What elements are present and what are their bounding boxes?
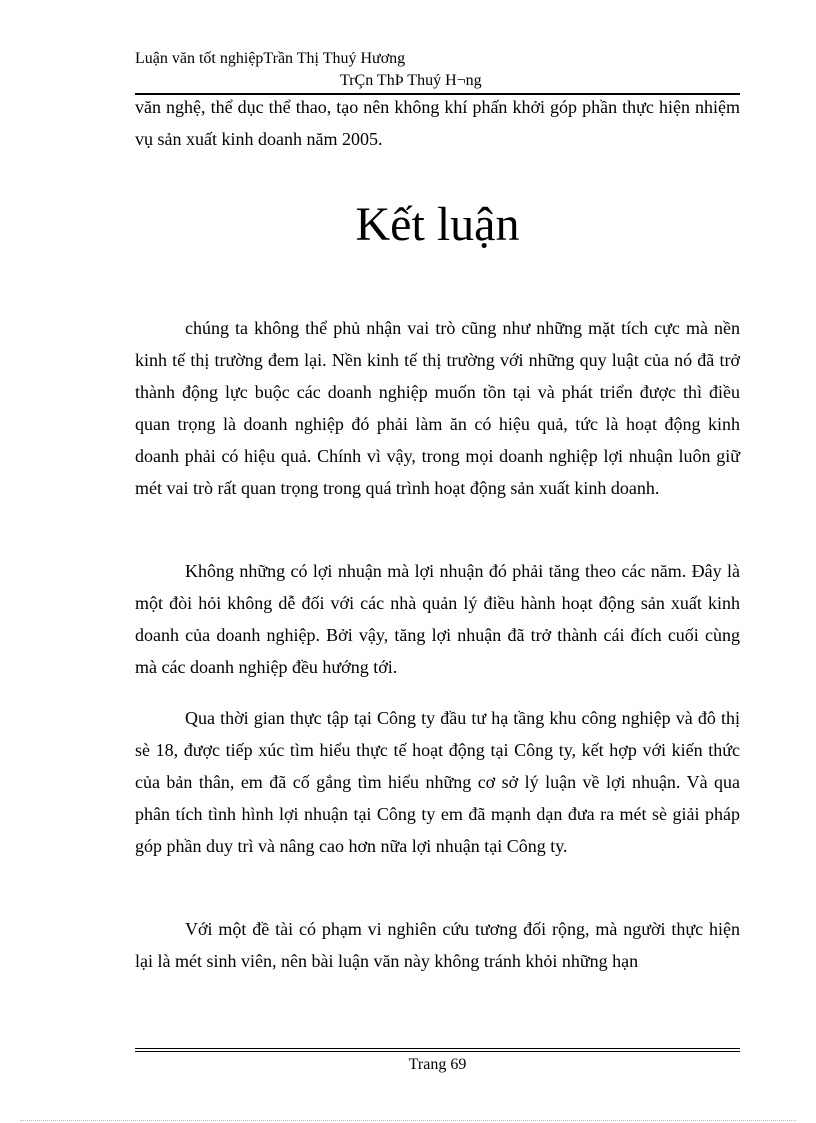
intro-paragraph: văn nghệ, thể dục thể thao, tạo nên không khí phấn khởi góp phần thực hiện nhiệm vụ sản xuất kinh doanh năm 2005.: [135, 97, 740, 149]
footer-divider-bottom: [135, 1051, 740, 1052]
header-line-2: TrÇn ThÞ Thuý H¬ng: [340, 72, 482, 89]
paragraph-1: chúng ta không thể phủ nhận vai trò cũng như những mặt tích cực mà nền kinh tế thị trường đem lại. Nền kinh tế thị trường với những quy luật của nó đã trở thành động lực buộc các doanh nghiệp muốn tồn tại và phát triển được thì điều quan trọng là doanh nghiệp đó phải làm ăn có hiệu quả, tức là hoạt động kinh doanh phải có hiệu quả. Chính vì vậy, trong mọi doanh nghiệp lợi nhuận luôn giữ mét vai trò rất quan trọng trong quá trình hoạt động sản xuất kinh doanh.: [135, 318, 740, 498]
page-number: Trang 69: [408, 1056, 467, 1073]
paragraph-4: Với một đề tài có phạm vi nghiên cứu tương đối rộng, mà người thực hiện lại là mét sinh viên, nên bài luận văn này không tránh khỏi những hạn: [135, 919, 740, 971]
paragraph-2: Không những có lợi nhuận mà lợi nhuận đó phải tăng theo các năm. Đây là một đòi hỏi không dễ đối với các nhà quản lý điều hành hoạt động sản xuất kinh doanh của doanh nghiệp. Bởi vậy, tăng lợi nhuận đã trở thành cái đích cuối cùng mà các doanh nghiệp đều hướng tới.: [135, 561, 740, 677]
paragraph-3: Qua thời gian thực tập tại Công ty đầu tư hạ tầng khu công nghiệp và đô thị sè 18, được tiếp xúc tìm hiểu thực tế hoạt động tại Công ty, kết hợp với kiến thức của bản thân, em đã cố gắng tìm hiểu những cơ sở lý luận về lợi nhuận. Và qua phân tích tình hình lợi nhuận tại Công ty em đã mạnh dạn đưa ra mét sè giải pháp góp phần duy trì và nâng cao hơn nữa lợi nhuận tại Công ty.: [135, 708, 740, 856]
footer-divider-top: [135, 1048, 740, 1049]
header-line-1: Luận văn tốt nghiệpTrần Thị Thuý Hương: [135, 50, 406, 67]
page-title: Kết luận: [355, 198, 520, 251]
page-bottom-edge: [20, 1120, 796, 1121]
